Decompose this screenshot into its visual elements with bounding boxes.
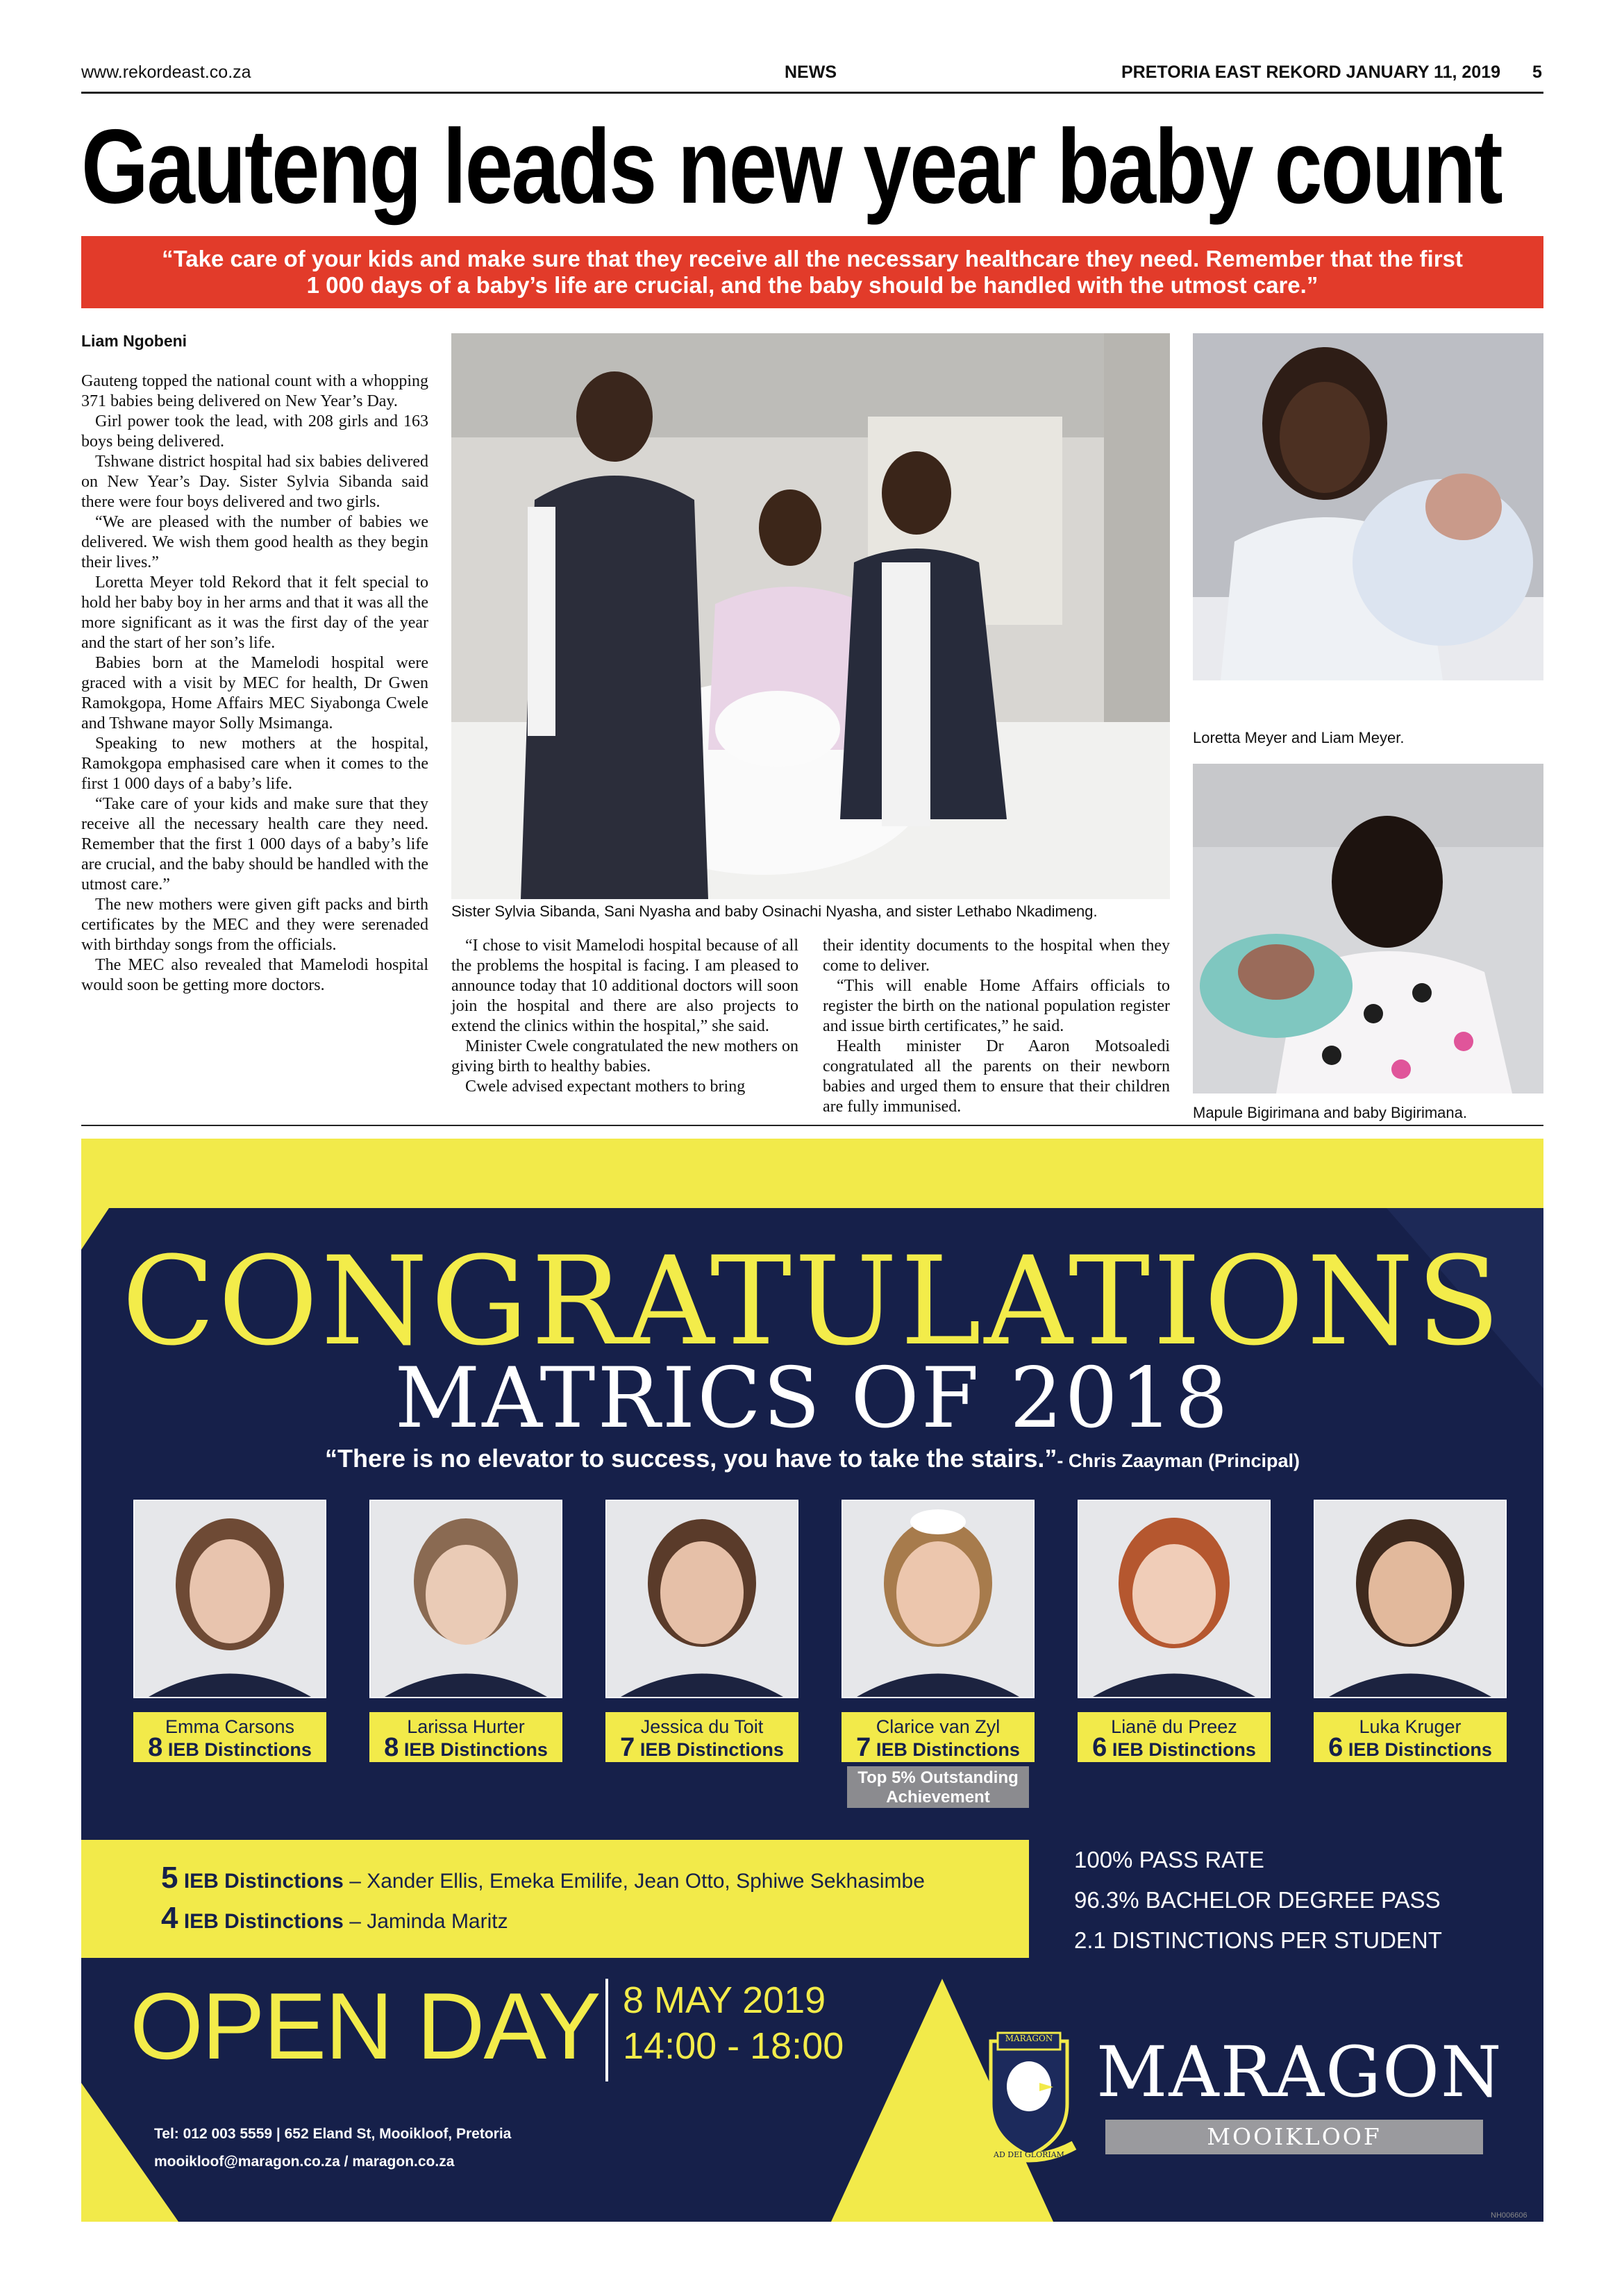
brand-subtitle: MOOIKLOOF <box>1105 2120 1483 2154</box>
contact-address: Tel: 012 003 5559 | 652 Eland St, Mooikloof, Pretoria <box>154 2126 512 2142</box>
student-label <box>133 1712 326 1762</box>
paragraph: Tshwane district hospital had six babies delivered on New Year’s Day. Sister Sylvia Sibanda said there were four boys delivered and two girls. <box>81 453 428 511</box>
paragraph: Loretta Meyer told Rekord that it felt special to hold her baby boy in her arms and that it was all the more significant as it was the first day of the year and the start of her son’s life. <box>81 573 428 652</box>
distinctions-line-4 <box>161 1901 508 1936</box>
student-portrait <box>605 1500 798 1698</box>
student-distinction-label: IEB Distinctions <box>1112 1739 1256 1760</box>
pull-quote <box>81 236 1543 308</box>
paragraph: Minister Cwele congratulated the new mothers on giving birth to healthy babies. <box>451 1037 798 1075</box>
article-column-1 <box>81 371 428 996</box>
student-name: Emma Carsons <box>165 1716 295 1737</box>
photo-caption-1: Loretta Meyer and Liam Meyer. <box>1193 729 1405 746</box>
photo-loretta-meyer <box>1193 333 1543 680</box>
stat-distinctions: 2.1 DISTINCTIONS PER STUDENT <box>1074 1927 1442 1953</box>
pull-quote-line-2: 1 000 days of a baby’s life are crucial, and the baby should be handled with the utmost care.” <box>306 272 1319 298</box>
paragraph: The new mothers were given gift packs and birth certificates by the MEC and they were serenaded with birthday songs from the officials. <box>81 896 428 954</box>
paragraph: Girl power took the lead, with 208 girls and 163 boys being delivered. <box>81 412 428 451</box>
paragraph: “This will enable Home Affairs officials to register the birth on the national population register and issue birth certificates,” he said. <box>823 977 1170 1035</box>
masthead-date: PRETORIA EAST REKORD JANUARY 11, 2019 <box>1121 62 1500 82</box>
main-photo-caption: Sister Sylvia Sibanda, Sani Nyasha and baby Osinachi Nyasha, and sister Lethabo Nkadimeng. <box>451 903 1098 920</box>
open-day-divider <box>605 1979 608 2081</box>
student-distinction-count: 8 <box>148 1733 163 1762</box>
open-day-datetime <box>623 1977 844 2069</box>
quote-text: “There is no elevator to success, you have to take the stairs.” <box>325 1444 1057 1473</box>
open-day-title: OPEN DAY <box>130 1973 600 2079</box>
distinctions-band <box>81 1840 1029 1958</box>
achievement-badge: Top 5% Outstanding Achievement <box>847 1766 1029 1808</box>
ad-quote <box>81 1444 1543 1473</box>
site-url: www.rekordeast.co.za <box>81 62 251 82</box>
student-card <box>842 1500 1035 1808</box>
paragraph: Babies born at the Mamelodi hospital were graced with a visit by MEC for health, Dr Gwen Ramokgopa, Home Affairs MEC Siyabonga Cwele and Tshwane mayor Solly Msimanga. <box>81 654 428 732</box>
crest-top-label: MARAGON <box>1005 2034 1053 2043</box>
student-portrait <box>842 1500 1035 1698</box>
maragon-ad <box>81 1208 1543 2222</box>
student-card <box>133 1500 326 1762</box>
distinction-count: 5 <box>161 1861 178 1895</box>
paragraph: Health minister Dr Aaron Motsoaledi congratulated all the parents on their newborn babies and urged them to ensure that their children are fully immunised. <box>823 1037 1170 1116</box>
student-distinction-count: 7 <box>620 1733 635 1762</box>
paragraph: Speaking to new mothers at the hospital, Ramokgopa emphasised care when it comes to the first 1 000 days of a baby’s life. <box>81 735 428 793</box>
student-name: Lianē du Preez <box>1111 1716 1237 1737</box>
distinction-names: – Jaminda Maritz <box>343 1910 508 1933</box>
student-card <box>1078 1500 1271 1762</box>
photo-mapule-bigirimana <box>1193 764 1543 1093</box>
section-rule <box>81 1125 1543 1126</box>
section-label: NEWS <box>785 62 837 82</box>
results-stats <box>1074 1840 1442 1961</box>
student-name: Jessica du Toit <box>640 1716 764 1737</box>
student-distinction-label: IEB Distinctions <box>167 1739 312 1760</box>
distinction-label: IEB Distinctions <box>183 1870 344 1893</box>
stat-pass-rate: 100% PASS RATE <box>1074 1847 1264 1872</box>
paragraph: Gauteng topped the national count with a whopping 371 babies being delivered on New Year’s Day. <box>81 372 428 410</box>
student-name: Larissa Hurter <box>407 1716 525 1737</box>
student-card <box>369 1500 562 1762</box>
student-label <box>1078 1712 1271 1762</box>
student-label <box>1314 1712 1507 1762</box>
student-distinction-label: IEB Distinctions <box>876 1739 1020 1760</box>
page-number: 5 <box>1532 62 1542 82</box>
student-name: Luka Kruger <box>1359 1716 1462 1737</box>
open-day-date: 8 MAY 2019 <box>623 1979 826 2021</box>
student-label <box>605 1712 798 1762</box>
crest-motto: AD DEI GLORIAM <box>994 2150 1064 2159</box>
ad-subtitle: MATRICS OF 2018 <box>394 1350 1230 1447</box>
student-portrait <box>133 1500 326 1698</box>
student-distinction-count: 7 <box>856 1733 871 1762</box>
distinctions-line-5 <box>161 1861 925 1895</box>
student-distinction-count: 6 <box>1328 1733 1343 1762</box>
paragraph: “We are pleased with the number of babies we delivered. We wish them good health as they begin their lives.” <box>81 513 428 571</box>
student-distinction-label: IEB Distinctions <box>639 1739 784 1760</box>
school-crest-icon <box>970 2027 1088 2166</box>
student-card <box>605 1500 798 1762</box>
stat-bachelor: 96.3% BACHELOR DEGREE PASS <box>1074 1887 1441 1913</box>
paragraph: “Take care of your kids and make sure that they receive all the necessary health care they need. Remember that the first 1 000 days of a baby’s life are crucial, and the baby should be handled with the utmost care.” <box>81 795 428 894</box>
student-portrait <box>1314 1500 1507 1698</box>
ad-top-band <box>81 1139 1543 1208</box>
student-distinction-count: 6 <box>1092 1733 1107 1762</box>
student-portrait <box>369 1500 562 1698</box>
photo-caption-2: Mapule Bigirimana and baby Bigirimana. <box>1193 1104 1467 1121</box>
student-label <box>369 1712 562 1762</box>
distinction-names: – Xander Ellis, Emeka Emilife, Jean Otto, Sphiwe Sekhasimbe <box>343 1870 925 1893</box>
paragraph: The MEC also revealed that Mamelodi hospital would soon be getting more doctors. <box>81 956 428 994</box>
student-portrait <box>1078 1500 1271 1698</box>
student-name: Clarice van Zyl <box>876 1716 1001 1737</box>
distinction-count: 4 <box>161 1901 178 1935</box>
paragraph: Cwele advised expectant mothers to bring <box>465 1078 746 1096</box>
distinction-label: IEB Distinctions <box>183 1910 344 1933</box>
ad-reference: NH006606 <box>1491 2211 1527 2220</box>
student-distinction-count: 8 <box>384 1733 399 1762</box>
quote-attribution: - Chris Zaayman (Principal) <box>1057 1450 1300 1471</box>
byline: Liam Ngobeni <box>81 332 187 350</box>
paragraph: “I chose to visit Mamelodi hospital because of all the problems the hospital is facing. I am pleased to announce today that 10 additional doctors will soon join the hospital and there are also projects to extend the clinics within the hospital,” she said. <box>451 937 798 1035</box>
open-day-time: 14:00 - 18:00 <box>623 2025 844 2067</box>
student-label <box>842 1712 1035 1762</box>
ad-title: CONGRATULATIONS <box>122 1230 1503 1373</box>
main-photo <box>451 333 1170 899</box>
article-column-3 <box>823 936 1170 1117</box>
pull-quote-line-1: “Take care of your kids and make sure that they receive all the necessary healthcare they need. Remember that the first <box>162 246 1463 271</box>
brand-name: MARAGON <box>1096 2031 1503 2113</box>
headline: Gauteng leads new year baby count <box>81 108 1502 226</box>
student-distinction-label: IEB Distinctions <box>403 1739 548 1760</box>
article-column-2 <box>451 936 798 1097</box>
student-distinction-label: IEB Distinctions <box>1348 1739 1492 1760</box>
contact-web: mooikloof@maragon.co.za / maragon.co.za <box>154 2154 455 2170</box>
student-card <box>1314 1500 1507 1762</box>
header-rule <box>81 92 1543 94</box>
paragraph: their identity documents to the hospital when they come to deliver. <box>823 937 1170 975</box>
